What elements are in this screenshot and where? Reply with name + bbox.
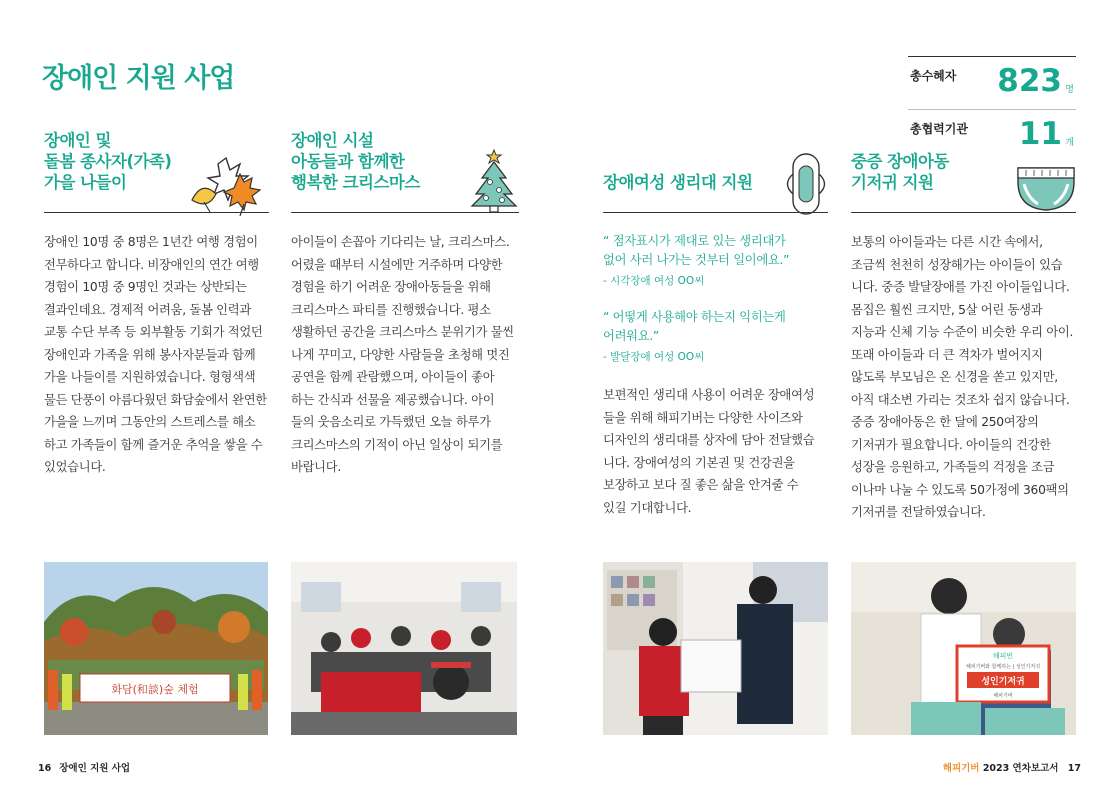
body-line: 또래 아이들과 더 큰 격차가 벌어지지 — [851, 347, 1043, 362]
body-line: 디자인의 생리대를 상자에 담아 전달했습 — [603, 433, 815, 447]
body-line: 니다. 중증 발달장애를 가진 아이들입니다. — [851, 280, 1070, 294]
title-line: 돌봄 종사자(가족) — [44, 152, 172, 171]
photo-christmas-party — [291, 562, 517, 735]
title-line: 가을 나들이 — [44, 173, 127, 192]
stats-box — [908, 56, 1076, 162]
body-line: 이나마 나눌 수 있도록 50가정에 360팩의 — [851, 482, 1069, 497]
quote-block-1 — [603, 232, 829, 288]
diaper-icon — [1014, 162, 1078, 214]
photo-box-delivery — [603, 562, 828, 735]
body-line: 않도록 부모님은 온 신경을 쏟고 있지만, — [851, 370, 1058, 384]
body-line: 기저귀가 필요합니다. 아이들의 건강한 — [851, 437, 1051, 452]
stat-label: 총수혜자 — [910, 69, 957, 83]
stat-label: 총협력기관 — [910, 122, 968, 136]
section-divider — [603, 212, 828, 213]
body-line: 물든 단풍이 아름다웠던 화담숲에서 완연한 — [44, 392, 267, 407]
banner-text: 화담(和談)숲 체험 — [111, 683, 199, 696]
quote-line: 어려워요.” — [603, 329, 659, 343]
section-divider — [44, 212, 269, 213]
section-title-sanitary — [603, 172, 752, 193]
sanitary-pad-icon — [780, 150, 832, 218]
stat-value: 11 — [1018, 116, 1062, 152]
body-line: 성장을 응원하고, 가족들의 걱정을 조금 — [851, 460, 1055, 474]
body-line: 들을 위해 해피기버는 다양한 사이즈와 — [603, 410, 803, 425]
section-title-diaper — [851, 151, 949, 193]
title-line: 장애인 시설 — [291, 131, 374, 150]
page-title: 장애인 지원 사업 — [42, 63, 235, 94]
page-number: 16 — [38, 763, 52, 774]
body-line: 결과인데요. 경제적 어려움, 돌봄 인력과 — [44, 302, 251, 317]
body-line: 장애인과 가족을 위해 봉사자분들과 함께 — [44, 347, 256, 362]
body-line: 바랍니다. — [291, 460, 341, 474]
body-line: 보장하고 보다 질 좋은 삶을 안겨줄 수 — [603, 478, 799, 492]
body-line: 있길 기대합니다. — [603, 500, 692, 515]
sign-subtitle: 해피기버와 함께하는 | 성인기저귀 — [965, 664, 1041, 670]
footer-section-label: 장애인 지원 사업 — [59, 763, 131, 774]
section-title-autumn — [44, 130, 171, 193]
body-line: 하고 가족들이 함께 즐거운 추억을 쌓을 수 — [44, 437, 263, 452]
body-line: 들의 웃음소리로 가득했던 오늘 하루가 — [291, 415, 491, 429]
sign-main-text: 성인기저귀 — [981, 677, 1025, 687]
section-body-christmas — [291, 231, 521, 479]
body-line: 있었습니다. — [44, 460, 106, 474]
footer-right — [943, 760, 1081, 774]
body-line: 조금씩 천천히 성장해가는 아이들이 있습 — [851, 257, 1063, 272]
title-line: 장애여성 생리대 지원 — [603, 173, 753, 192]
autumn-leaves-icon — [186, 150, 266, 220]
body-line: 아직 대소변 가리는 것조차 쉽지 않습니다. — [851, 392, 1070, 407]
stat-unit: 명 — [1065, 85, 1074, 95]
title-line: 행복한 크리스마스 — [291, 173, 420, 192]
body-line: 가을을 느끼며 그동안의 스트레스를 해소 — [44, 415, 256, 429]
body-line: 보통의 아이들과는 다른 시간 속에서, — [851, 235, 1043, 249]
photo-diaper-donation — [851, 562, 1076, 735]
christmas-tree-icon — [466, 146, 522, 214]
body-line: 니다. 장애여성의 기본권 및 건강권을 — [603, 455, 795, 470]
footer-brand: 해피기버 — [942, 763, 980, 774]
sign-brand: 해피기버 — [993, 693, 1013, 699]
section-divider — [291, 212, 519, 213]
footer-report-label: 2023 연차보고서 — [982, 763, 1059, 774]
body-line: 보편적인 생리대 사용이 어려운 장애여성 — [603, 388, 815, 402]
page-number: 17 — [1067, 763, 1081, 774]
body-line: 크리스마스의 기적이 아닌 일상이 되기를 — [291, 437, 503, 452]
sign-logo-text: 해피빈 — [992, 652, 1014, 660]
body-line: 교통 수단 부족 등 외부활동 기회가 적었던 — [44, 325, 263, 339]
title-line: 장애인 및 — [44, 131, 112, 150]
section-divider — [851, 212, 1076, 213]
stat-value: 823 — [997, 63, 1062, 99]
body-line: 아이들이 손꼽아 기다리는 날, 크리스마스. — [291, 235, 510, 249]
quote-line: “ 점자표시가 제대로 있는 생리대가 — [603, 234, 786, 248]
stat-unit: 개 — [1065, 138, 1074, 148]
footer-left — [38, 760, 130, 774]
title-line: 중증 장애아동 — [851, 152, 949, 171]
quote-line: “ 어떻게 사용해야 하는지 익히는게 — [603, 310, 786, 324]
body-line: 경험을 하기 어려운 장애아동들을 위해 — [291, 280, 491, 294]
body-line: 나게 꾸미고, 다양한 사람들을 초청해 멋진 — [291, 347, 510, 362]
quote-source: - 발달장애 여성 OO씨 — [603, 351, 705, 363]
quote-source: - 시각장애 여성 OO씨 — [603, 275, 705, 287]
section-body-sanitary — [603, 384, 829, 519]
quote-block-2 — [603, 308, 829, 364]
body-line: 중증 장애아동은 한 달에 250여장의 — [851, 415, 1039, 429]
section-body-autumn — [44, 231, 272, 479]
title-line: 기저귀 지원 — [851, 173, 934, 192]
body-line: 기저귀를 전달하였습니다. — [851, 505, 986, 519]
quote-line: 없어 사러 나가는 것부터 일이에요.” — [603, 253, 790, 267]
photo-autumn-group — [44, 562, 268, 735]
section-title-christmas — [291, 130, 420, 193]
body-line: 하는 간식과 선물을 제공했습니다. 아이 — [291, 392, 495, 407]
body-line: 생활하던 공간을 크리스마스 분위기가 물씬 — [291, 325, 514, 339]
body-line: 전무하다고 합니다. 비장애인의 연간 여행 — [44, 257, 259, 272]
body-line: 장애인 10명 중 8명은 1년간 여행 경험이 — [44, 235, 258, 249]
body-line: 가을 나들이를 지원하였습니다. 형형색색 — [44, 370, 256, 384]
title-line: 아동들과 함께한 — [291, 152, 405, 171]
body-line: 크리스마스 파티를 진행했습니다. 평소 — [291, 302, 491, 317]
body-line: 공연을 함께 관람했으며, 아이들이 좋아 — [291, 370, 495, 384]
body-line: 경험이 10명 중 9명인 것과는 상반되는 — [44, 280, 247, 294]
body-line: 몸집은 훨씬 크지만, 5살 어린 동생과 — [851, 302, 1043, 317]
body-line: 지능과 신체 기능 수준이 비슷한 우리 아이. — [851, 325, 1074, 339]
stat-beneficiaries — [908, 56, 1076, 109]
section-body-diaper — [851, 231, 1077, 524]
body-line: 어렸을 때부터 시설에만 거주하며 다양한 — [291, 257, 503, 272]
